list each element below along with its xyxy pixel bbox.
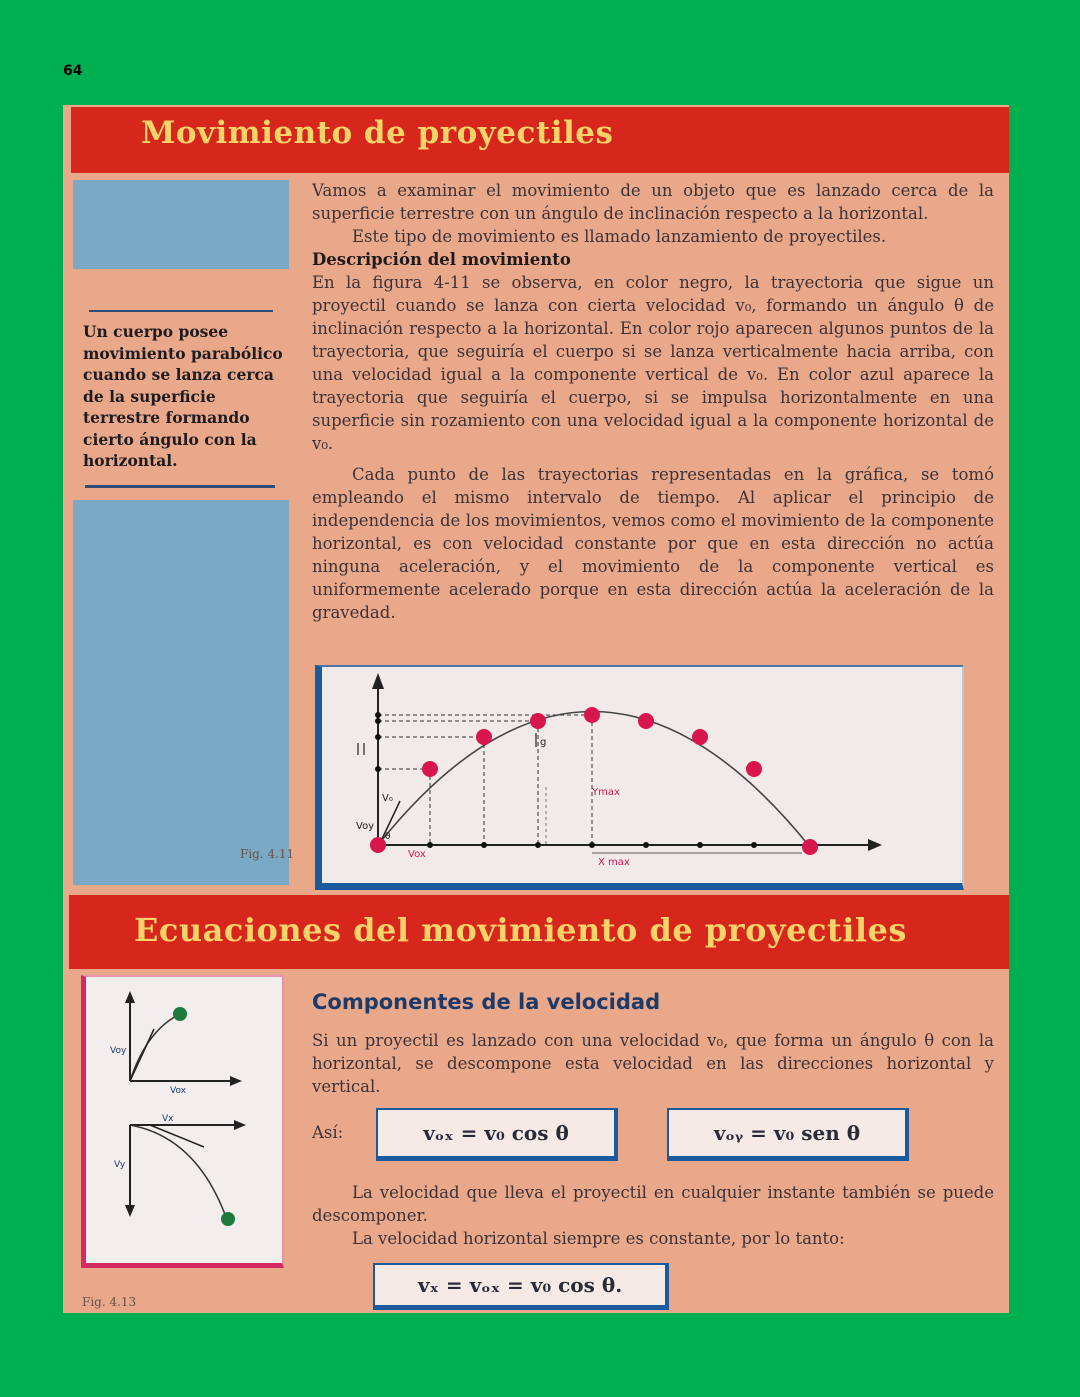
equation-vx: vₓ = vₒₓ = v₀ cos θ.: [373, 1263, 669, 1310]
fig13-v0y-label: Voy: [110, 1046, 127, 1056]
margin-note-top-rule: [89, 310, 273, 312]
fig-4-13-caption: Fig. 4.13: [82, 1295, 137, 1309]
fig13-vx-label: Vx: [162, 1114, 174, 1124]
fig-4-11-trajectory: [315, 665, 964, 890]
fig-4-13-velocity-components: [81, 975, 284, 1268]
sidebar-block-top: [73, 180, 289, 269]
sidebar-block-bottom: [73, 500, 289, 885]
horizontal-constant-paragraph: La velocidad horizontal siempre es constante, por lo tanto:: [352, 1229, 845, 1248]
v0y-label: Voy: [356, 821, 375, 832]
upper-y-arrow-icon: [125, 991, 135, 1003]
section2-body: [312, 1181, 994, 1250]
section2-title-band: [69, 895, 1009, 969]
upper-projectile-dot: [173, 1007, 187, 1021]
page-number: 64: [63, 63, 83, 79]
v0x-label: Vox: [408, 849, 426, 860]
ymax-label: Ymax: [592, 787, 620, 798]
y-axis-arrow-icon: [372, 673, 384, 689]
margin-note: Un cuerpo posee movimiento parabólico cuando se lanza cerca de la superficie terrestre formando cierto ángulo con la horizontal.: [83, 322, 283, 470]
fig-4-11-caption: Fig. 4.11: [240, 847, 295, 861]
description-paragraph: En la figura 4-11 se observa, en color negro, la trayectoria que sigue un proyectil cuando se lanza con cierta velocidad v₀, formando un ángulo θ de inclinación respecto a la horizontal. En color rojo aparecen algunos puntos de la trayectoria, que seguiría el cuerpo si se lanza verticalmente hacia arriba, con una velocidad igual a la componente vertical de v₀. En color azul aparece la trayectoria que seguiría el cuerpo, si se impulsa horizontalmente en una superficie sin rozamiento con una velocidad igual a la componente horizontal de v₀.: [312, 273, 994, 453]
lower-y-arrow-icon: [125, 1205, 135, 1217]
section1-body: [312, 179, 994, 624]
instant-velocity-paragraph: La velocidad que lleva el proyectil en cualquier instante también se puede descomponer.: [312, 1183, 994, 1225]
velocity-components-heading: Componentes de la velocidad: [312, 990, 661, 1014]
lower-projectile-dot: [221, 1212, 235, 1226]
section1-title: Movimiento de proyectiles: [141, 115, 614, 151]
section2-title: Ecuaciones del movimiento de proyectiles: [134, 911, 907, 949]
description-subheading: Descripción del movimiento: [312, 250, 571, 269]
fig13-v0x-label: Vox: [170, 1086, 187, 1096]
fig13-vy-label: Vy: [114, 1160, 126, 1170]
trajectory-diagram: [322, 667, 962, 883]
equation-voy: vₒᵧ = v₀ sen θ: [667, 1108, 909, 1161]
upper-x-arrow-icon: [230, 1076, 242, 1086]
xmax-label: X max: [598, 857, 630, 868]
intro-paragraph: Vamos a examinar el movimiento de un objeto que es lanzado cerca de la superficie terrestre con un ángulo de inclinación respecto a la horizontal.: [312, 181, 994, 223]
components-paragraph: Si un proyectil es lanzado con una velocidad v₀, que forma un ángulo θ con la horizontal, se descompone esta velocidad en las direcciones horizontal y vertical.: [312, 1031, 994, 1096]
intro-paragraph-2: Este tipo de movimiento es llamado lanzamiento de proyectiles.: [352, 227, 887, 246]
theta-label: θ: [385, 832, 391, 842]
x-axis-arrow-icon: [868, 839, 882, 851]
lower-trajectory: [130, 1125, 226, 1217]
section1-title-band: [71, 107, 1009, 173]
section2-intro-paragraph: [312, 1029, 994, 1098]
textbook-page: [63, 105, 1009, 1313]
parabolic-trajectory: [378, 711, 810, 847]
g-label: g: [540, 737, 547, 748]
lower-x-arrow-icon: [234, 1120, 246, 1130]
v0-label: V₀: [382, 793, 393, 804]
upper-trajectory: [130, 1015, 178, 1081]
margin-note-bottom-rule: [85, 485, 275, 488]
asi-label: Así:: [312, 1123, 344, 1142]
independence-paragraph: Cada punto de las trayectorias representadas en la gráfica, se tomó empleando el mismo intervalo de tiempo. Al aplicar el principio de independencia de los movimientos, vemos como el movimiento de la componente horizontal, es con velocidad constante por que en esta dirección no actúa ninguna aceleración, y el movimiento de la componente vertical es uniformemente acelerado porque en esta dirección actúa la aceleración de la gravedad.: [312, 465, 994, 622]
velocity-components-diagram: [86, 977, 282, 1263]
equation-vox: vₒₓ = v₀ cos θ: [376, 1108, 618, 1161]
